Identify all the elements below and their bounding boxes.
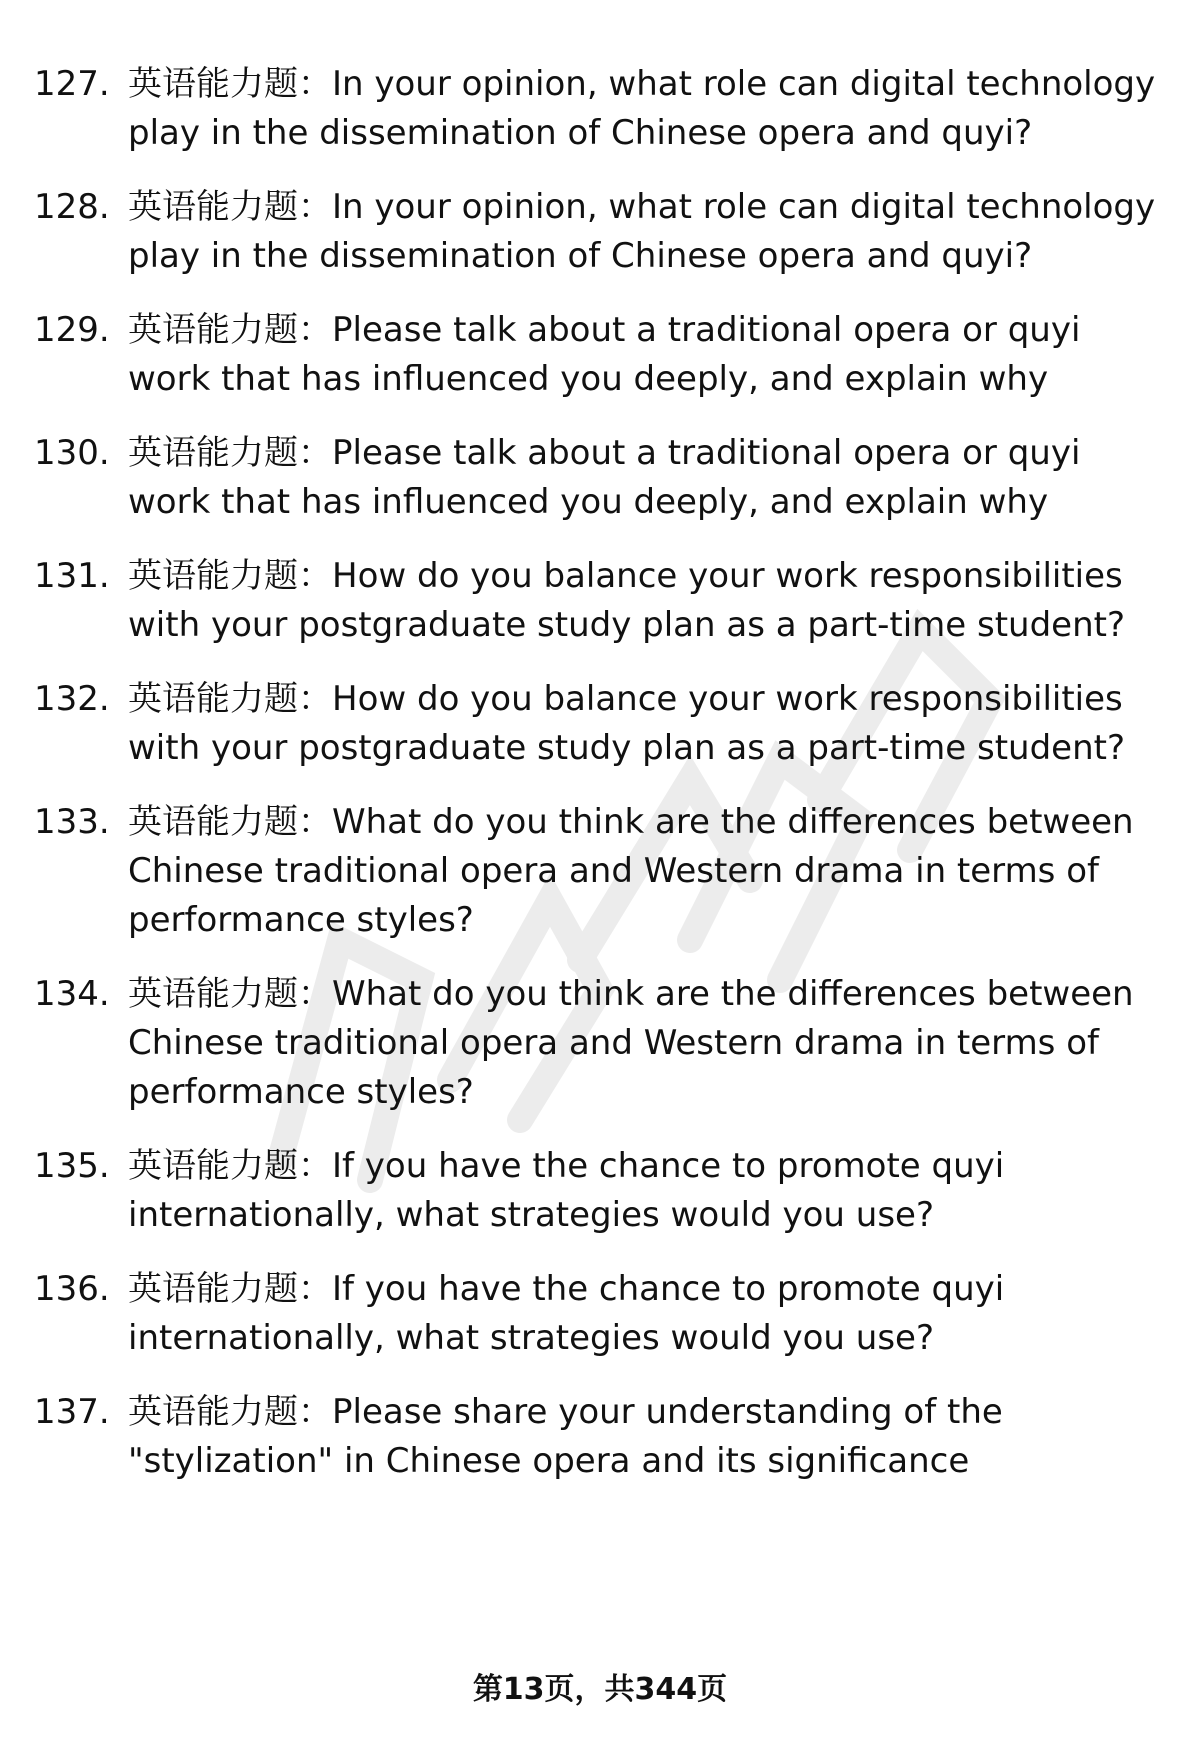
question-body — [128, 675, 1164, 773]
question-number: 129. — [34, 310, 110, 350]
question-number: 135. — [34, 1146, 110, 1186]
question-body — [128, 1388, 1164, 1486]
question-body — [128, 1265, 1164, 1363]
question-item — [34, 675, 1164, 773]
question-body — [128, 306, 1164, 404]
question-body — [128, 183, 1164, 281]
question-text: If you have the chance to promote quyi internationally, what strategies would you use? — [128, 1146, 1005, 1235]
page-footer: 第13页，共344页 — [472, 1672, 728, 1707]
question-item — [34, 552, 1164, 650]
question-list — [34, 60, 1164, 1511]
question-number: 137. — [34, 1392, 110, 1432]
question-number: 133. — [34, 802, 110, 842]
question-body — [128, 798, 1164, 945]
question-tag: 英语能力题： — [128, 187, 332, 227]
question-item — [34, 429, 1164, 527]
question-number: 128. — [34, 187, 110, 227]
question-body — [128, 429, 1164, 527]
question-body — [128, 970, 1164, 1117]
question-body — [128, 552, 1164, 650]
question-number: 131. — [34, 556, 110, 596]
question-item — [34, 1388, 1164, 1486]
question-tag: 英语能力题： — [128, 64, 332, 104]
question-item — [34, 1265, 1164, 1363]
question-text: Please share your understanding of the "stylization" in Chinese opera and its significance — [128, 1392, 1003, 1481]
question-item — [34, 306, 1164, 404]
question-number: 130. — [34, 433, 110, 473]
question-text: Please talk about a traditional opera or quyi work that has influenced you deeply, and explain why — [128, 433, 1081, 522]
question-body — [128, 60, 1164, 158]
question-tag: 英语能力题： — [128, 1146, 332, 1186]
question-number: 136. — [34, 1269, 110, 1309]
question-text: How do you balance your work responsibilities with your postgraduate study plan as a part-time student? — [128, 679, 1126, 768]
question-body — [128, 1142, 1164, 1240]
question-number: 132. — [34, 679, 110, 719]
question-item — [34, 1142, 1164, 1240]
question-tag: 英语能力题： — [128, 433, 332, 473]
question-number: 127. — [34, 64, 110, 104]
question-item — [34, 183, 1164, 281]
question-item — [34, 60, 1164, 158]
question-number: 134. — [34, 974, 110, 1014]
question-text: How do you balance your work responsibilities with your postgraduate study plan as a part-time student? — [128, 556, 1126, 645]
question-tag: 英语能力题： — [128, 310, 332, 350]
question-text: In your opinion, what role can digital technology play in the dissemination of Chinese opera and quyi? — [128, 64, 1156, 153]
question-text: What do you think are the differences between Chinese traditional opera and Western drama in terms of performance styles? — [128, 974, 1134, 1112]
question-tag: 英语能力题： — [128, 1392, 332, 1432]
question-tag: 英语能力题： — [128, 679, 332, 719]
question-tag: 英语能力题： — [128, 974, 332, 1014]
question-text: Please talk about a traditional opera or quyi work that has influenced you deeply, and explain why — [128, 310, 1081, 399]
question-tag: 英语能力题： — [128, 802, 332, 842]
question-text: If you have the chance to promote quyi internationally, what strategies would you use? — [128, 1269, 1005, 1358]
question-item — [34, 970, 1164, 1117]
question-text: What do you think are the differences between Chinese traditional opera and Western drama in terms of performance styles? — [128, 802, 1134, 940]
question-tag: 英语能力题： — [128, 1269, 332, 1309]
question-item — [34, 798, 1164, 945]
question-tag: 英语能力题： — [128, 556, 332, 596]
question-text: In your opinion, what role can digital technology play in the dissemination of Chinese opera and quyi? — [128, 187, 1156, 276]
